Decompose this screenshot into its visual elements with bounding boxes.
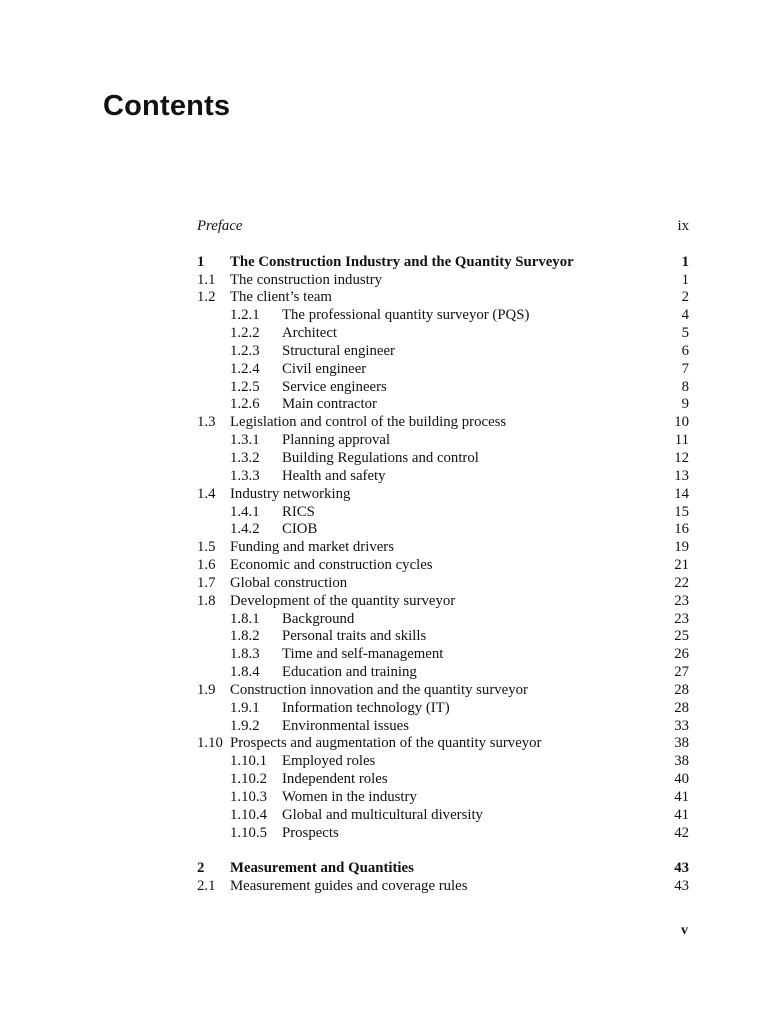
toc-entry-subsection[interactable] [197,432,689,450]
toc-entry-subsection[interactable] [197,789,689,807]
toc-entry-title: Preface [197,218,243,234]
toc-entry-page: 1 [681,271,689,288]
toc-entry-title: Architect [282,325,338,342]
toc-entry-section[interactable] [197,735,689,753]
toc-entry-title: The Construction Industry and the Quantity Surveyor [230,253,574,270]
toc-entry-section[interactable] [197,878,689,896]
toc-entry-number: 1.2.3 [230,342,260,359]
toc-entry-number: 1.2.2 [230,325,260,342]
toc-entry-section[interactable] [197,272,689,290]
toc-entry-number: 1.10.5 [230,824,267,841]
table-of-contents [197,218,689,896]
toc-entry-title: Service engineers [282,378,387,395]
toc-entry-number: 1.10.4 [230,806,267,823]
toc-entry-subsection[interactable] [197,379,689,397]
toc-entry-page: 21 [674,557,689,574]
toc-entry-subsection[interactable] [197,664,689,682]
toc-entry-page: 16 [674,521,689,538]
toc-entry-page: 43 [674,860,689,877]
toc-entry-page: 38 [674,735,689,752]
toc-entry-section[interactable] [197,539,689,557]
toc-entry-page: 26 [674,646,689,663]
toc-entry-page: 10 [674,414,689,431]
toc-entry-subsection[interactable] [197,468,689,486]
toc-entry-subsection[interactable] [197,753,689,771]
toc-entry-page: 15 [674,503,689,520]
toc-entry-title: Economic and construction cycles [230,557,433,574]
toc-entry-section[interactable] [197,682,689,700]
toc-entry-title: The professional quantity surveyor (PQS) [282,307,530,324]
toc-entry-page: 42 [674,824,689,841]
toc-entry-page: 23 [674,610,689,627]
toc-entry-title: Health and safety [282,467,386,484]
toc-entry-number: 1.4.2 [230,521,260,538]
toc-entry-number: 1.2.4 [230,360,260,377]
toc-entry-page: 33 [674,717,689,734]
toc-entry-title: Employed roles [282,753,376,770]
toc-entry-section[interactable] [197,486,689,504]
toc-entry-title: Women in the industry [282,789,417,805]
toc-entry-title: RICS [282,503,315,520]
toc-entry-title: Planning approval [282,432,391,449]
toc-entry-page: 22 [674,574,689,591]
toc-entry-number: 2.1 [197,878,216,895]
toc-entry-page: 7 [681,360,689,377]
page-title: Contents [103,90,231,122]
toc-entry-number: 1.3 [197,414,216,431]
toc-entry-title: Development of the quantity surveyor [230,592,456,609]
toc-entry-title: Background [282,610,355,627]
toc-entry-page: 5 [681,325,689,342]
page-number: v [681,923,688,938]
toc-entry-number: 1.8 [197,592,216,609]
toc-entry-number: 1.2 [197,289,216,306]
toc-entry-number: 1.6 [197,557,216,574]
toc-entry-title: Prospects and augmentation of the quantity surveyor [230,735,542,752]
toc-entry-page: 1 [681,253,689,270]
toc-entry-title: Industry networking [230,485,351,502]
toc-entry-page: 2 [681,289,689,306]
toc-entry-title: Measurement guides and coverage rules [230,878,468,895]
toc-entry-title: Legislation and control of the building process [230,414,507,431]
toc-entry-subsection[interactable] [197,646,689,664]
toc-entry-number: 1.2.6 [230,396,260,413]
toc-entry-chapter[interactable] [197,254,689,272]
toc-entry-number: 1.10.2 [230,771,267,788]
toc-entry-number: 1.10.3 [230,789,267,805]
toc-entry-number: 1.5 [197,539,216,556]
toc-entry-title: Time and self-management [282,646,444,663]
toc-entry-page: 9 [681,396,689,413]
toc-entry-page: 19 [674,539,689,556]
toc-entry-title: Measurement and Quantities [230,860,414,877]
toc-entry-subsection[interactable] [197,450,689,468]
toc-entry-preface[interactable] [197,218,689,236]
toc-entry-page: 38 [674,753,689,770]
toc-entry-number: 1.8.4 [230,664,260,681]
toc-entry-title: Personal traits and skills [282,628,427,645]
toc-entry-page: 40 [674,771,689,788]
toc-entry-title: Main contractor [282,396,377,413]
toc-entry-subsection[interactable] [197,361,689,379]
toc-entry-subsection[interactable] [197,396,689,414]
toc-entry-number: 1.4.1 [230,503,260,520]
toc-spacer [197,236,689,254]
toc-entry-subsection[interactable] [197,628,689,646]
toc-entry-title: Civil engineer [282,360,367,377]
toc-entry-page: 27 [674,664,689,681]
toc-entry-number: 1.3.2 [230,449,260,466]
toc-entry-subsection[interactable] [197,825,689,843]
toc-entry-page: 4 [681,307,689,324]
toc-entry-number: 1.3.3 [230,467,260,484]
toc-entry-number: 1.10 [197,735,223,752]
toc-entry-number: 1.9.1 [230,699,260,716]
toc-entry-page: 28 [674,699,689,716]
toc-entry-number: 1.8.2 [230,628,260,645]
toc-entry-title: Construction innovation and the quantity surveyor [230,681,528,698]
toc-entry-subsection[interactable] [197,700,689,718]
toc-entry-section[interactable] [197,557,689,575]
toc-entry-page: 14 [674,485,689,502]
toc-entry-title: Funding and market drivers [230,539,394,556]
toc-entry-number: 1.8.1 [230,610,260,627]
toc-entry-page: 25 [674,628,689,645]
toc-entry-number: 1.7 [197,574,216,591]
toc-entry-subsection[interactable] [197,807,689,825]
toc-entry-title: The client’s team [230,289,332,306]
toc-entry-title: Prospects [282,824,339,841]
toc-entry-number: 1.9 [197,681,216,698]
toc-entry-page: ix [677,218,689,234]
toc-entry-title: Independent roles [282,771,388,788]
toc-entry-subsection[interactable] [197,343,689,361]
toc-entry-subsection[interactable] [197,504,689,522]
toc-entry-subsection[interactable] [197,325,689,343]
toc-entry-subsection[interactable] [197,307,689,325]
toc-entry-number: 1.1 [197,271,216,288]
toc-entry-page: 13 [674,467,689,484]
toc-entry-page: 43 [674,878,689,895]
toc-entry-page: 11 [674,432,689,449]
toc-entry-subsection[interactable] [197,611,689,629]
toc-entry-number: 1.10.1 [230,753,267,770]
toc-entry-subsection[interactable] [197,521,689,539]
toc-entry-number: 1.9.2 [230,717,260,734]
toc-entry-title: Environmental issues [282,717,409,734]
toc-entry-section[interactable] [197,414,689,432]
toc-entry-title: Global construction [230,574,348,591]
toc-entry-section[interactable] [197,575,689,593]
toc-entry-chapter[interactable] [197,860,689,878]
toc-entry-section[interactable] [197,289,689,307]
toc-entry-title: Education and training [282,664,417,681]
toc-entry-number: 1.8.3 [230,646,260,663]
toc-entry-section[interactable] [197,593,689,611]
toc-entry-number: 1.2.1 [230,307,260,324]
toc-entry-page: 23 [674,592,689,609]
toc-entry-title: Building Regulations and control [282,449,479,466]
toc-entry-title: The construction industry [230,271,383,288]
toc-entry-number: 1.4 [197,485,216,502]
toc-entry-page: 41 [674,806,689,823]
toc-entry-subsection[interactable] [197,718,689,736]
toc-spacer [197,843,689,861]
toc-entry-number: 2 [197,860,205,877]
toc-entry-page: 28 [674,681,689,698]
toc-entry-title: Global and multicultural diversity [282,806,483,823]
toc-entry-page: 41 [674,789,689,805]
toc-entry-number: 1 [197,253,205,270]
toc-entry-title: Information technology (IT) [282,699,450,716]
toc-entry-page: 12 [674,449,689,466]
toc-entry-subsection[interactable] [197,771,689,789]
toc-entry-title: Structural engineer [282,342,395,359]
toc-entry-title: CIOB [282,521,318,538]
toc-entry-page: 6 [681,342,689,359]
toc-entry-number: 1.2.5 [230,378,260,395]
toc-entry-number: 1.3.1 [230,432,260,449]
toc-entry-page: 8 [681,378,689,395]
